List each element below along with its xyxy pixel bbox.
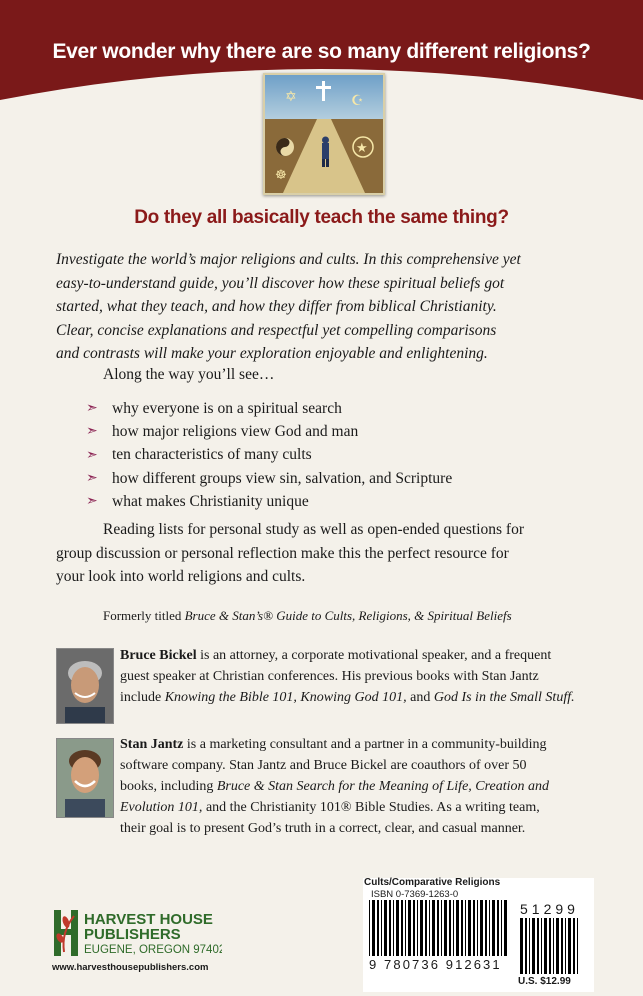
barcode-bar bbox=[489, 900, 490, 956]
price-label: U.S. $12.99 bbox=[518, 976, 571, 987]
svg-text:★: ★ bbox=[356, 141, 368, 156]
svg-text:✡: ✡ bbox=[285, 89, 297, 105]
arrow-bullet-icon: ➣ bbox=[86, 494, 98, 510]
arrow-bullet-icon: ➣ bbox=[86, 401, 98, 417]
barcode-bar bbox=[401, 900, 403, 956]
barcode-bar bbox=[553, 918, 554, 974]
reading-line: Reading lists for personal study as well as open-ended questions for bbox=[103, 521, 524, 538]
stan-jantz-photo bbox=[56, 738, 114, 818]
ean-digits: 9 780736 912631 bbox=[369, 957, 502, 972]
barcode-bar bbox=[449, 900, 451, 956]
reading-line: group discussion or personal reflection make this the perfect resource for bbox=[56, 544, 509, 562]
barcode-bar bbox=[480, 900, 483, 956]
barcode-bar bbox=[377, 900, 379, 956]
barcode-bar bbox=[425, 900, 427, 956]
reading-paragraph bbox=[56, 518, 596, 589]
barcode-bar bbox=[456, 900, 459, 956]
bruce-bickel-bio: Bruce Bickel is an attorney, a corporate motivational speaker, and a frequent guest speaker at Christian conferences. His previous books with Stan Jantz include Knowing the Bible 101, Knowing God 101, and God Is in the Small Stuff. bbox=[120, 648, 575, 705]
publisher-url: www.harvesthousepublishers.com bbox=[52, 962, 209, 973]
barcode-bar bbox=[417, 900, 418, 956]
barcode-bar bbox=[468, 900, 471, 956]
barcode-bar bbox=[389, 900, 391, 956]
barcode-bar bbox=[429, 900, 430, 956]
intro-line: Investigate the world’s major religions and cults. In this comprehensive yet bbox=[56, 251, 521, 268]
barcode-bar bbox=[532, 918, 535, 974]
list-item: ➣ ten characteristics of many cults bbox=[86, 446, 312, 464]
barcode-bar bbox=[577, 918, 578, 974]
intro-line: started, what they teach, and how they differ from biblical Christianity. bbox=[56, 298, 497, 315]
subheadline: Do they all basically teach the same thing? bbox=[134, 207, 509, 228]
barcode-bar bbox=[453, 900, 454, 956]
addon-barcode bbox=[520, 918, 590, 974]
barcode-bar bbox=[568, 918, 571, 974]
intro-line: and contrasts will make your exploration enjoyable and enlightening. bbox=[56, 345, 488, 362]
barcode-bar bbox=[408, 900, 411, 956]
author-name: Stan Jantz bbox=[120, 737, 184, 752]
publisher-location: EUGENE, OREGON 97402 bbox=[84, 944, 222, 956]
barcode-bar bbox=[369, 900, 370, 956]
feature-list bbox=[86, 397, 452, 513]
barcode-bar bbox=[432, 900, 435, 956]
arrow-bullet-icon: ➣ bbox=[86, 447, 98, 463]
barcode-bar bbox=[529, 918, 530, 974]
barcode-bar bbox=[561, 918, 563, 974]
barcode-bar bbox=[497, 900, 499, 956]
intro-line: easy-to-understand guide, you’ll discover how these spiritual beliefs got bbox=[56, 274, 505, 292]
barcode-bar bbox=[573, 918, 575, 974]
arrow-bullet-icon: ➣ bbox=[86, 424, 98, 440]
publisher-name-2: PUBLISHERS bbox=[84, 926, 181, 943]
publisher-logo bbox=[52, 908, 222, 965]
headline: Ever wonder why there are so many different religions? bbox=[52, 40, 591, 63]
list-item: ➣ how different groups view sin, salvation, and Scripture bbox=[86, 469, 453, 487]
ean-barcode bbox=[369, 900, 509, 956]
barcode-bar bbox=[384, 900, 387, 956]
barcode-bar bbox=[444, 900, 447, 956]
barcode-bar bbox=[372, 900, 375, 956]
barcode-bar bbox=[477, 900, 478, 956]
svg-text:☪: ☪ bbox=[351, 93, 364, 109]
barcode-bar bbox=[473, 900, 475, 956]
list-item: ➣ why everyone is on a spiritual search bbox=[86, 399, 342, 417]
author-name: Bruce Bickel bbox=[120, 648, 197, 663]
intro-line: Clear, concise explanations and respectful yet compelling comparisons bbox=[56, 321, 497, 339]
category-label: Cults/Comparative Religions bbox=[364, 877, 501, 888]
stan-jantz-bio: Stan Jantz is a marketing consultant and a partner in a community-building software company. Stan Jantz and Bruce Bickel are coauthors of over 50 books, including Bruce & Stan Search for the Meaning of Life, Creation and Evolution 101, and the Christianity 101® Bible Studies. As a writing team, their goal is to present God’s truth in a correct, clear, and casual manner. bbox=[120, 737, 550, 836]
barcode-bar bbox=[549, 918, 551, 974]
formerly-titled: Formerly titled Bruce & Stan’s® Guide to Cults, Religions, & Spiritual Beliefs bbox=[103, 608, 512, 623]
barcode-bar bbox=[501, 900, 502, 956]
barcode-bar bbox=[441, 900, 442, 956]
barcode-bar bbox=[437, 900, 439, 956]
isbn-text: ISBN 0-7369-1263-0 bbox=[371, 889, 459, 900]
barcode-bar bbox=[537, 918, 539, 974]
barcode-bar bbox=[492, 900, 495, 956]
barcode-bar bbox=[465, 900, 466, 956]
arrow-bullet-icon: ➣ bbox=[86, 471, 98, 487]
list-item: ➣ what makes Christianity unique bbox=[86, 492, 309, 510]
barcode-bar bbox=[556, 918, 559, 974]
list-item: ➣ how major religions view God and man bbox=[86, 422, 359, 440]
cover-art-image bbox=[263, 73, 385, 195]
intro-paragraph bbox=[56, 248, 596, 366]
barcode-bar bbox=[461, 900, 463, 956]
barcode-bar bbox=[396, 900, 399, 956]
barcode-bar bbox=[420, 900, 423, 956]
addon-digits: 51299 bbox=[520, 901, 579, 917]
along-the-way-text: Along the way you’ll see… bbox=[103, 366, 275, 383]
bruce-bickel-photo bbox=[56, 648, 114, 724]
barcode-bar bbox=[405, 900, 406, 956]
barcode-bar bbox=[504, 900, 507, 956]
barcode-bar bbox=[381, 900, 382, 956]
publisher-name: HARVEST HOUSE bbox=[84, 911, 213, 928]
barcode-bar bbox=[520, 918, 523, 974]
barcode-bar bbox=[413, 900, 415, 956]
barcode-bar bbox=[541, 918, 542, 974]
barcode-bar bbox=[544, 918, 547, 974]
barcode-bar bbox=[485, 900, 487, 956]
svg-text:☸: ☸ bbox=[275, 168, 287, 183]
barcode-bar bbox=[393, 900, 394, 956]
barcode-bar bbox=[565, 918, 566, 974]
barcode-bar bbox=[525, 918, 527, 974]
reading-line: your look into world religions and cults. bbox=[56, 568, 306, 585]
